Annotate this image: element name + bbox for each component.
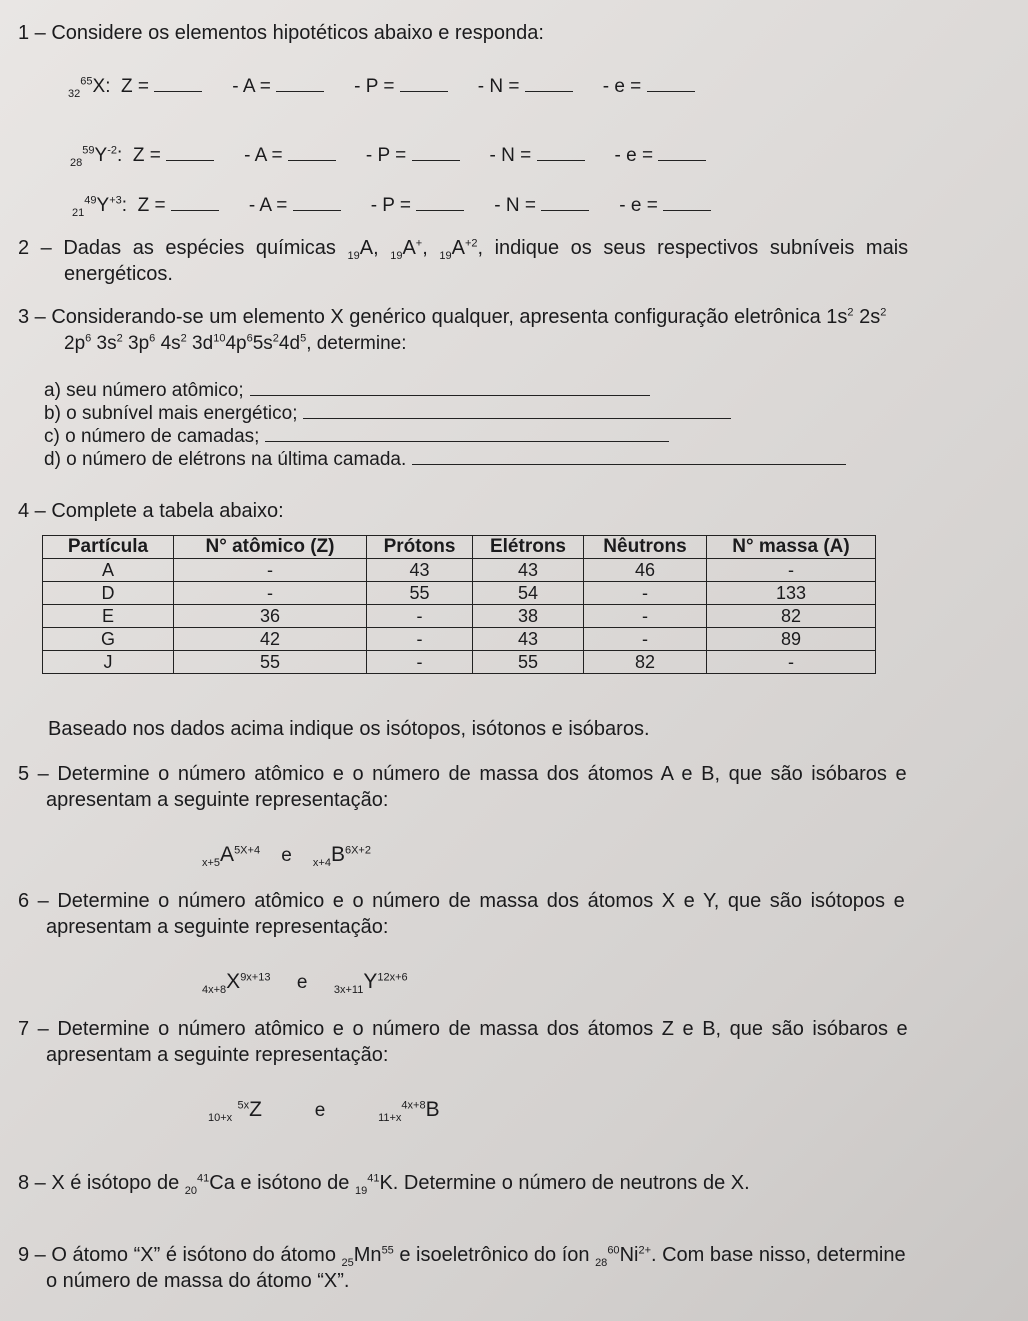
q6-formula: $_{4x+8}X^{9x+13}$ e $_{3x+11}Y^{12x+6}$	[202, 970, 408, 996]
answer-blank[interactable]	[171, 196, 219, 211]
table-cell: J	[43, 651, 174, 674]
q2-line-2: energéticos.	[64, 263, 173, 285]
q5-line-1: 5 – Determine o número atômico e o número de massa dos átomos A e B, que são isóbaros e	[18, 763, 907, 785]
q6-line-1: 6 – Determine o número atômico e o número de massa dos átomos X e Y, que são isótopos e	[18, 890, 905, 912]
table-cell: 42	[174, 628, 367, 651]
answer-blank[interactable]	[154, 77, 202, 92]
table-cell[interactable]: -	[367, 651, 473, 674]
table-cell: 54	[473, 582, 584, 605]
answer-blank[interactable]	[250, 381, 650, 396]
answer-blank[interactable]	[658, 146, 706, 161]
q1-title: 1 – Considere os elementos hipotéticos abaixo e responda:	[18, 22, 544, 44]
table-cell: 43	[367, 559, 473, 582]
table-cell: 55	[174, 651, 367, 674]
answer-blank[interactable]	[288, 146, 336, 161]
q7-line-2: apresentam a seguinte representação:	[46, 1044, 389, 1066]
table-cell[interactable]: -	[367, 605, 473, 628]
header-protons: Prótons	[367, 536, 473, 559]
q1-row-3: $_{21}^{49}Y^{+3}$: Z = - A = - P = - N = - e =	[72, 195, 741, 217]
q6-line-2: apresentam a seguinte representação:	[46, 916, 389, 938]
table-cell[interactable]: -	[174, 559, 367, 582]
table-cell[interactable]: -	[584, 628, 707, 651]
table-cell: 43	[473, 559, 584, 582]
table-row	[43, 582, 876, 605]
table-cell[interactable]: -	[707, 559, 876, 582]
table-cell: 43	[473, 628, 584, 651]
table-cell: 46	[584, 559, 707, 582]
table-cell: E	[43, 605, 174, 628]
q3-config: $2p^6$ $3s^2$ $3p^6$ $4s^2$ $3d^{10}4p^65s^24d^5$, determine:	[64, 332, 407, 354]
answer-blank[interactable]	[416, 196, 464, 211]
answer-blank[interactable]	[663, 196, 711, 211]
table-row	[43, 559, 876, 582]
q2-line-1: 2 – Dadas as espécies químicas $_{19}$A, $_{19}$A+, $_{19}A^{+2}$, indique os seus respectivos subníveis mais	[18, 237, 909, 262]
table-row	[43, 605, 876, 628]
table-cell: A	[43, 559, 174, 582]
table-cell[interactable]: -	[584, 582, 707, 605]
table-row	[43, 651, 876, 674]
table-cell[interactable]: -	[174, 582, 367, 605]
table-row	[43, 628, 876, 651]
table-cell[interactable]: -	[584, 605, 707, 628]
table-cell: 82	[584, 651, 707, 674]
table-cell[interactable]: -	[367, 628, 473, 651]
table-cell: 89	[707, 628, 876, 651]
answer-blank[interactable]	[265, 427, 669, 442]
table-cell: G	[43, 628, 174, 651]
q5-line-2: apresentam a seguinte representação:	[46, 789, 389, 811]
answer-blank[interactable]	[400, 77, 448, 92]
table-header-row	[43, 536, 876, 559]
header-neutrons: Nêutrons	[584, 536, 707, 559]
q9-line-1: 9 – O átomo “X” é isótono do átomo $_{25}Mn^{55}$ e isoeletrônico do íon $_{28}^{60}Ni^{2+}$. Com base nisso, determine	[18, 1244, 906, 1269]
answer-blank[interactable]	[166, 146, 214, 161]
table-cell: 55	[367, 582, 473, 605]
q3-line-1: 3 – Considerando-se um elemento X genérico qualquer, apresenta configuração eletrônica $1s^2$ $2s^2$	[18, 306, 887, 328]
q9-line-2: o número de massa do átomo “X”.	[46, 1270, 350, 1292]
q3-item-d: d) o número de elétrons na última camada.	[44, 449, 846, 471]
q3-item-c: c) o número de camadas;	[44, 426, 669, 448]
particle-table	[42, 535, 876, 674]
table-cell: 38	[473, 605, 584, 628]
header-particula: Partícula	[43, 536, 174, 559]
q1-row-2: $_{28}^{59}Y^{-2}$: Z = - A = - P = - N = - e =	[70, 145, 736, 167]
answer-blank[interactable]	[525, 77, 573, 92]
header-massa: N° massa (A)	[707, 536, 876, 559]
answer-blank[interactable]	[541, 196, 589, 211]
header-eletrons: Elétrons	[473, 536, 584, 559]
q5-formula: $_{x+5}A^{5X+4}$ e $_{x+4}B^{6X+2}$	[202, 843, 371, 869]
table-cell[interactable]: -	[707, 651, 876, 674]
table-cell: 36	[174, 605, 367, 628]
q8-line: 8 – X é isótopo de $_{20}^{41}$Ca e isótono de $_{19}^{41}$K. Determine o número de neutrons de X.	[18, 1172, 750, 1197]
q7-line-1: 7 – Determine o número atômico e o número de massa dos átomos Z e B, que são isóbaros e	[18, 1018, 908, 1040]
answer-blank[interactable]	[303, 404, 731, 419]
q1-row-1: $_{32}^{65}$X: Z = - A = - P = - N = - e =	[68, 76, 725, 98]
table-cell: 55	[473, 651, 584, 674]
answer-blank[interactable]	[537, 146, 585, 161]
answer-blank[interactable]	[412, 450, 846, 465]
table-cell: D	[43, 582, 174, 605]
q4-footer: Baseado nos dados acima indique os isótopos, isótonos e isóbaros.	[48, 718, 650, 740]
q7-formula: $_{10+x}$ $^{5x}$Z e $_{11+x}^{4x+8}$B	[208, 1098, 440, 1124]
answer-blank[interactable]	[276, 77, 324, 92]
answer-blank[interactable]	[647, 77, 695, 92]
q3-item-b: b) o subnível mais energético;	[44, 403, 731, 425]
q4-title: 4 – Complete a tabela abaixo:	[18, 500, 284, 522]
table-cell: 133	[707, 582, 876, 605]
header-z: N° atômico (Z)	[174, 536, 367, 559]
answer-blank[interactable]	[293, 196, 341, 211]
answer-blank[interactable]	[412, 146, 460, 161]
table-cell: 82	[707, 605, 876, 628]
q3-item-a: a) seu número atômico;	[44, 380, 650, 402]
